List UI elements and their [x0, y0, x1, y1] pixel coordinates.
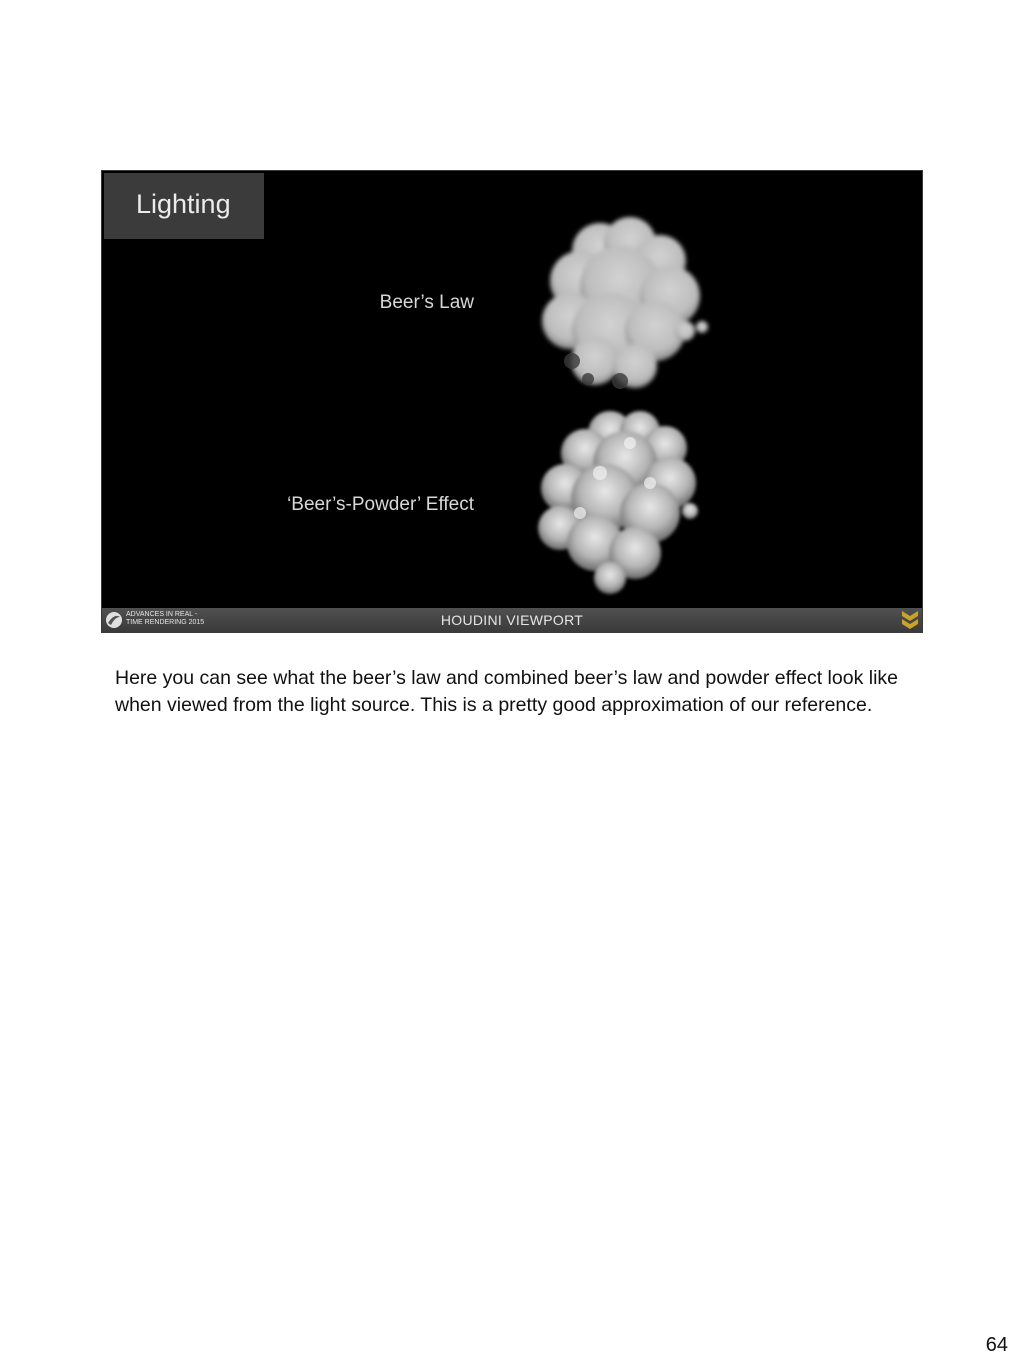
- slide-notes-text: Here you can see what the beer’s law and combined beer’s law and powder effect look like when viewed from the light source. This is a pretty good approximation of our reference.: [115, 667, 898, 716]
- beers-law-cloud-image: [510, 211, 730, 401]
- footer-conference-line1: ADVANCES IN REAL -: [126, 611, 198, 618]
- slide-title-box: [104, 173, 264, 239]
- studio-badge-icon: [901, 610, 919, 630]
- slide-image: [101, 170, 923, 633]
- footer-viewport-label: HOUDINI VIEWPORT: [440, 612, 584, 628]
- beers-law-label: Beer’s Law: [379, 292, 474, 313]
- page-number: 64: [985, 1334, 1008, 1356]
- footer-conference-line2: TIME RENDERING 2015: [126, 619, 205, 626]
- beers-powder-label: ‘Beer’s-Powder’ Effect: [287, 494, 474, 515]
- beers-powder-cloud-image: [510, 403, 730, 603]
- slide-footer: [102, 608, 922, 632]
- slide-title: Lighting: [136, 189, 231, 219]
